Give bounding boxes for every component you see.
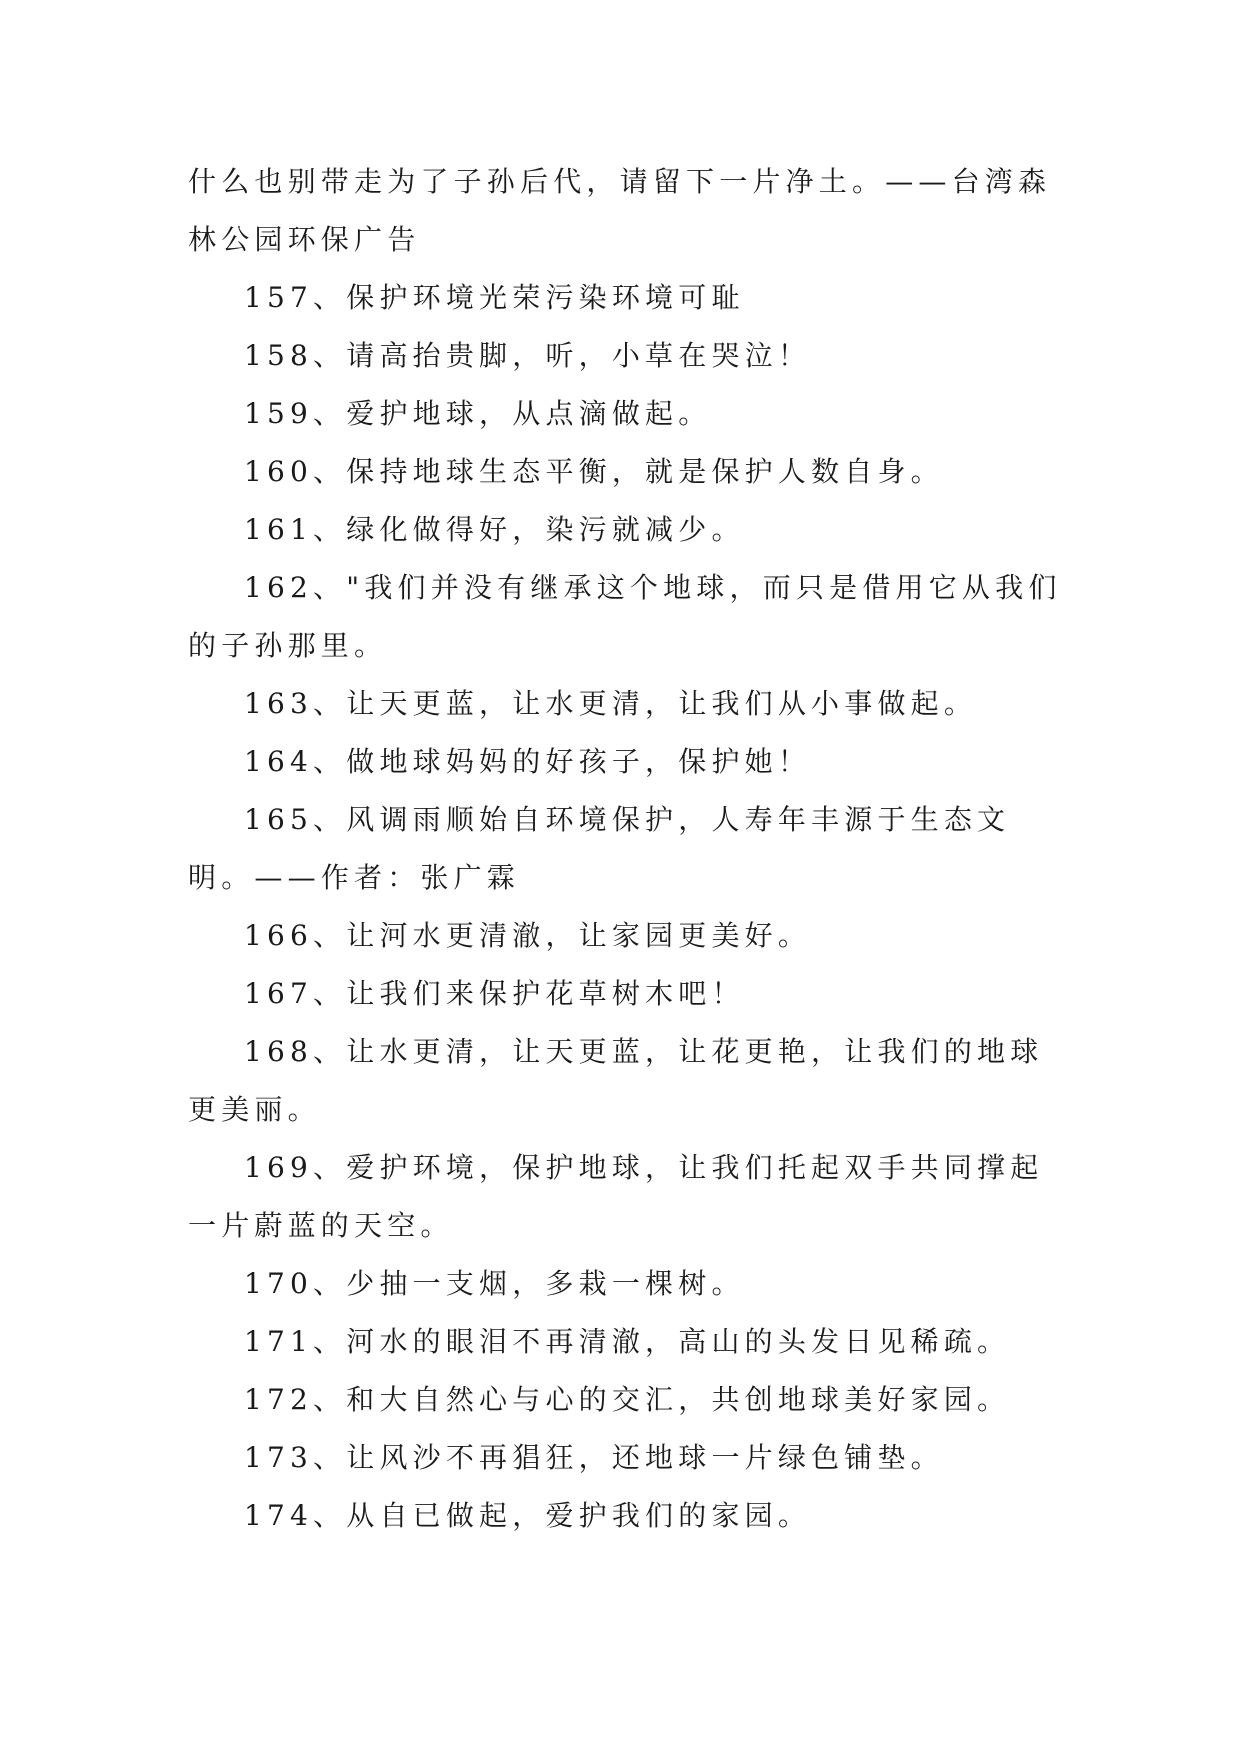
paragraph-170: 170、少抽一支烟，多栽一棵树。 (244, 1267, 745, 1300)
paragraph-161: 161、绿化做得好，染污就减少。 (244, 513, 745, 546)
paragraph-168: 168、让水更清，让天更蓝，让花更艳，让我们的地球更美丽。 (188, 1035, 1044, 1126)
paragraph-173: 173、让风沙不再猖狂，还地球一片绿色铺垫。 (244, 1441, 944, 1474)
paragraph-171: 171、河水的眼泪不再清澈，高山的头发日见稀疏。 (244, 1325, 1011, 1358)
paragraph-166: 166、让河水更清澈，让家园更美好。 (244, 919, 812, 952)
paragraph-165: 165、风调雨顺始自环境保护，人寿年丰源于生态文明。——作者：张广霖 (188, 803, 1011, 894)
paragraph-160: 160、保持地球生态平衡，就是保护人数自身。 (244, 455, 944, 488)
paragraph-167: 167、让我们来保护花草树木吧！ (244, 977, 745, 1010)
paragraph-158: 158、请高抬贵脚，听，小草在哭泣！ (244, 339, 812, 372)
paragraph-162: 162、"我们并没有继承这个地球，而只是借用它从我们的子孙那里。 (188, 571, 1062, 662)
document-page (188, 153, 1072, 1545)
paragraph-172: 172、和大自然心与心的交汇，共创地球美好家园。 (244, 1383, 1011, 1416)
paragraph-157: 157、保护环境光荣污染环境可耻 (244, 281, 745, 314)
paragraph-159: 159、爱护地球，从点滴做起。 (244, 397, 712, 430)
paragraph-continuation: 什么也别带走为了子孙后代，请留下一片净土。——台湾森林公园环保广告 (188, 165, 1052, 256)
paragraph-164: 164、做地球妈妈的好孩子，保护她！ (244, 745, 812, 778)
paragraph-169: 169、爱护环境，保护地球，让我们托起双手共同撑起一片蔚蓝的天空。 (188, 1151, 1044, 1242)
paragraph-174: 174、从自已做起，爱护我们的家园。 (244, 1499, 812, 1532)
paragraph-163: 163、让天更蓝，让水更清，让我们从小事做起。 (244, 687, 978, 720)
